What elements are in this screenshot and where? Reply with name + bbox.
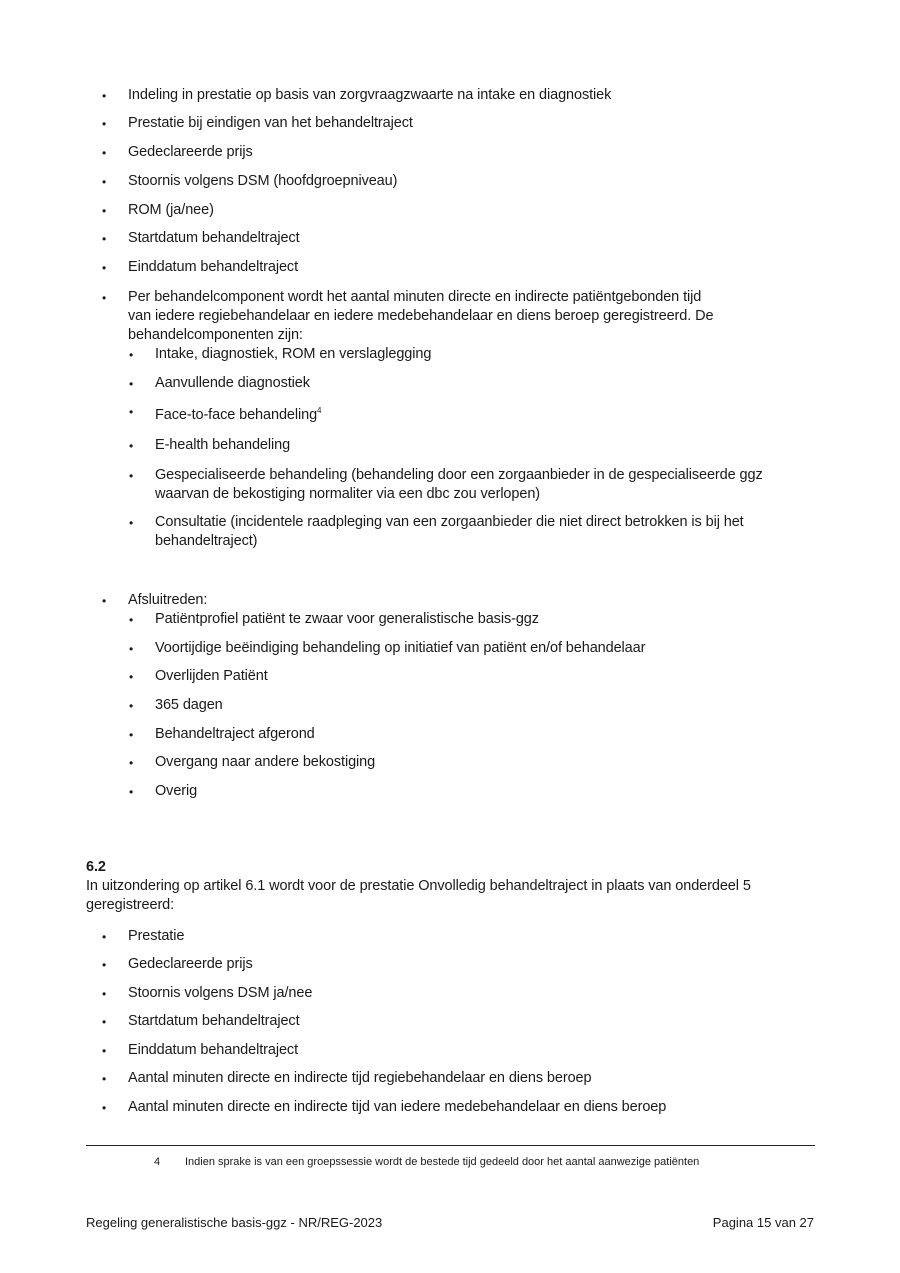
list-item: Overgang naar andere bekostiging: [155, 754, 376, 770]
bullet: •: [102, 1101, 107, 1115]
section-number: 6.2: [86, 859, 106, 875]
bullet: •: [102, 232, 107, 246]
bullet: •: [129, 642, 134, 656]
list-item: Behandeltraject afgerond: [155, 726, 315, 742]
list-item: Stoornis volgens DSM ja/nee: [128, 985, 313, 1001]
bullet: •: [102, 1044, 107, 1058]
list-item: [155, 406, 321, 425]
list-item: Patiëntprofiel patiënt te zwaar voor generalistische basis-ggz: [155, 611, 539, 627]
bullet: •: [102, 117, 107, 131]
bullet: •: [102, 261, 107, 275]
footnote-number: 4: [154, 1156, 161, 1168]
bullet: •: [129, 377, 134, 391]
list-item: Gedeclareerde prijs: [128, 144, 253, 160]
bullet: •: [129, 439, 134, 453]
list-item-line: Gespecialiseerde behandeling (behandeling door een zorgaanbieder in de gespecialiseerde ggz: [155, 467, 763, 483]
list-item: Aanvullende diagnostiek: [155, 375, 310, 391]
bullet: •: [129, 785, 134, 799]
bullet: •: [102, 1072, 107, 1086]
paragraph-line: van iedere regiebehandelaar en iedere medebehandelaar en diens beroep geregistreerd. De: [128, 308, 714, 324]
footer-document-title: Regeling generalistische basis-ggz - NR/REG-2023: [86, 1215, 383, 1230]
list-item: Overlijden Patiënt: [155, 668, 268, 684]
bullet: •: [102, 594, 107, 608]
list-item: ROM (ja/nee): [128, 202, 214, 218]
list-item: E-health behandeling: [155, 437, 291, 453]
bullet: •: [129, 728, 134, 742]
list-item: Overig: [155, 783, 198, 799]
list-item: Einddatum behandeltraject: [128, 1042, 299, 1058]
list-item-text: Face-to-face behandeling: [155, 407, 318, 423]
list-item: Voortijdige beëindiging behandeling op initiatief van patiënt en/of behandelaar: [155, 640, 646, 656]
list-item: Prestatie bij eindigen van het behandeltraject: [128, 115, 413, 131]
list-item: Einddatum behandeltraject: [128, 259, 299, 275]
bullet: •: [129, 516, 134, 530]
list-item-line: waarvan de bekostiging normaliter via een dbc zou verlopen): [155, 486, 541, 502]
bullet: •: [102, 204, 107, 218]
bullet: •: [129, 756, 134, 770]
list-item-line: behandeltraject): [155, 533, 258, 549]
list-item: Gedeclareerde prijs: [128, 956, 253, 972]
bullet: •: [102, 291, 107, 305]
list-item: Startdatum behandeltraject: [128, 1013, 300, 1029]
footnote-separator: [86, 1145, 815, 1146]
list-item: Prestatie: [128, 928, 185, 944]
list-item: 365 dagen: [155, 697, 223, 713]
paragraph-line: Per behandelcomponent wordt het aantal minuten directe en indirecte patiëntgebonden tijd: [128, 289, 702, 305]
list-item: Aantal minuten directe en indirecte tijd regiebehandelaar en diens beroep: [128, 1070, 592, 1086]
bullet: •: [129, 699, 134, 713]
footnote-text: Indien sprake is van een groepssessie wordt de bestede tijd gedeeld door het aantal aanwezige patiënten: [185, 1156, 700, 1168]
bullet: •: [129, 670, 134, 684]
paragraph-line: geregistreerd:: [86, 897, 175, 913]
bullet: •: [129, 613, 134, 627]
bullet: •: [129, 405, 134, 419]
list-label: Afsluitreden:: [128, 592, 208, 608]
list-item-line: Consultatie (incidentele raadpleging van een zorgaanbieder die niet direct betrokken is bij het: [155, 514, 744, 530]
bullet: •: [102, 146, 107, 160]
bullet: •: [102, 958, 107, 972]
paragraph-line: behandelcomponenten zijn:: [128, 327, 303, 343]
bullet: •: [102, 987, 107, 1001]
bullet: •: [102, 175, 107, 189]
footer-page-number: Pagina 15 van 27: [712, 1215, 814, 1230]
list-item: Intake, diagnostiek, ROM en verslaglegging: [155, 346, 432, 362]
list-item: Indeling in prestatie op basis van zorgvraagzwaarte na intake en diagnostiek: [128, 87, 612, 103]
bullet: •: [129, 469, 134, 483]
bullet: •: [129, 348, 134, 362]
bullet: •: [102, 930, 107, 944]
footnote-reference[interactable]: 4: [317, 406, 322, 415]
paragraph-line: In uitzondering op artikel 6.1 wordt voor de prestatie Onvolledig behandeltraject in plaats van onderdeel 5: [86, 878, 751, 894]
list-item: Aantal minuten directe en indirecte tijd van iedere medebehandelaar en diens beroep: [128, 1099, 667, 1115]
list-item: Startdatum behandeltraject: [128, 230, 300, 246]
list-item: Stoornis volgens DSM (hoofdgroepniveau): [128, 173, 398, 189]
bullet: •: [102, 1015, 107, 1029]
bullet: •: [102, 89, 107, 103]
